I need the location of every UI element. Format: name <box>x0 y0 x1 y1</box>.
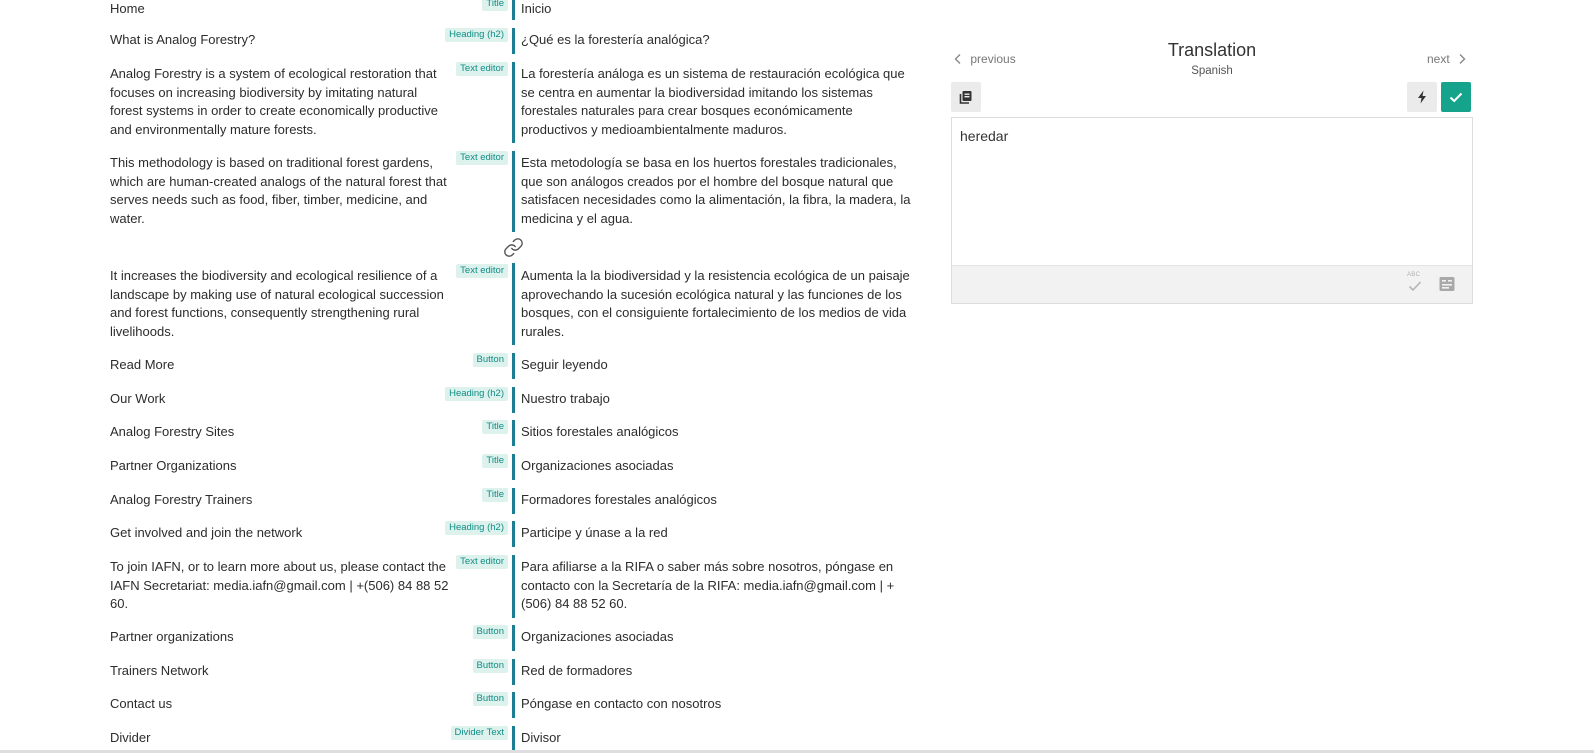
row-indicator <box>512 151 515 232</box>
lightning-icon <box>1414 89 1430 105</box>
translation-editor[interactable] <box>951 117 1473 304</box>
source-text: Analog Forestry Trainers <box>110 492 253 507</box>
translation-row[interactable] <box>0 423 920 443</box>
source-text: Trainers Network <box>110 663 209 678</box>
row-indicator <box>512 353 515 379</box>
translation-row[interactable] <box>0 390 920 410</box>
element-type-badge: Divider Text <box>451 726 508 740</box>
translation-row[interactable] <box>0 0 920 20</box>
element-type-badge: Text editor <box>456 151 508 165</box>
target-text[interactable]: Organizaciones asociadas <box>521 629 674 644</box>
source-text: Our Work <box>110 391 166 406</box>
row-indicator <box>512 625 515 651</box>
element-type-badge: Title <box>482 0 508 11</box>
element-type-badge: Text editor <box>456 62 508 76</box>
row-indicator <box>512 454 515 480</box>
element-type-badge: Button <box>473 659 508 673</box>
previous-label: previous <box>970 52 1016 66</box>
target-text[interactable]: Sitios forestales analógicos <box>521 424 679 439</box>
row-indicator <box>512 521 515 547</box>
element-type-badge: Button <box>473 353 508 367</box>
target-text[interactable]: Para afiliarse a la RIFA o saber más sobre nosotros, póngase en contacto con la Secretaría de la RIFA: media.iafn@gmail.com | +(506) 84 88 52 60. <box>521 559 895 611</box>
spellcheck-icon[interactable] <box>1406 272 1424 294</box>
translation-row[interactable] <box>0 558 920 618</box>
translation-row[interactable] <box>0 154 920 234</box>
copy-source-button[interactable] <box>951 82 981 112</box>
element-type-badge: Text editor <box>456 555 508 569</box>
target-text[interactable]: ¿Qué es la forestería analógica? <box>521 32 710 47</box>
row-indicator <box>512 659 515 685</box>
source-text: What is Analog Forestry? <box>110 32 256 47</box>
element-type-badge: Title <box>482 420 508 434</box>
target-text[interactable]: Participe y únase a la red <box>521 525 668 540</box>
row-indicator <box>512 692 515 718</box>
source-text: Divider <box>110 730 151 745</box>
next-label: next <box>1426 52 1450 66</box>
translation-row[interactable] <box>0 729 920 749</box>
element-type-badge: Button <box>473 692 508 706</box>
source-text: Analog Forestry Sites <box>110 424 235 439</box>
panel-title: Translation <box>1167 40 1257 60</box>
element-type-badge: Heading (h2) <box>445 521 508 535</box>
row-indicator <box>512 263 515 345</box>
element-type-badge: Heading (h2) <box>445 387 508 401</box>
source-text: Read More <box>110 357 175 372</box>
translation-row[interactable] <box>0 695 920 715</box>
translation-row[interactable] <box>0 457 920 477</box>
translation-row[interactable] <box>0 267 920 347</box>
glossary-icon[interactable] <box>1438 275 1456 298</box>
chevron-right-icon <box>1457 53 1467 65</box>
source-text: Analog Forestry is a system of ecological restoration that focuses on increasing biodiversity by imitating natural forest systems in order to create economically productive and environmentally mature forests. <box>110 66 439 137</box>
row-indicator <box>512 387 515 413</box>
spellcheck-label: ABC <box>1407 272 1421 278</box>
source-text: To join IAFN, or to learn more about us, please contact the IAFN Secretariat: media.iafn@gmail.com | +(506) 84 88 52 60. <box>110 559 449 611</box>
target-text[interactable]: Aumenta la la biodiversidad y la resistencia ecológica de un paisaje aprovechando la sucesión ecológica natural y las funciones de los bosques, con el consiguiente fortalecimiento de los medios de vida rurales. <box>521 268 910 339</box>
source-text: Partner organizations <box>110 629 234 644</box>
element-type-badge: Heading (h2) <box>445 28 508 42</box>
target-language: Spanish <box>1191 65 1233 77</box>
editor-toolbar <box>952 265 1472 303</box>
translation-row[interactable] <box>0 524 920 544</box>
copy-source-icon <box>958 89 974 105</box>
check-icon <box>1448 89 1464 105</box>
target-text[interactable]: Esta metodología se basa en los huertos forestales tradicionales, que son análogos creados por el hombre del bosque natural que satisfacen necesidades como la alimentación, la fibra, la madera, la medicina y el agua. <box>521 155 911 226</box>
row-indicator <box>512 62 515 143</box>
source-text: Get involved and join the network <box>110 525 303 540</box>
row-indicator <box>512 0 515 20</box>
source-text: Partner Organizations <box>110 458 237 473</box>
source-text: Home <box>110 1 145 16</box>
target-text[interactable]: Red de formadores <box>521 663 633 678</box>
target-text[interactable]: Inicio <box>521 1 552 16</box>
row-indicator <box>512 488 515 514</box>
confirm-translation-button[interactable] <box>1441 82 1471 112</box>
source-text: Contact us <box>110 696 173 711</box>
translation-row[interactable] <box>0 662 920 682</box>
target-text[interactable]: Formadores forestales analógicos <box>521 492 717 507</box>
target-text[interactable]: La forestería análoga es un sistema de restauración ecológica que se centra en aumentar la biodiversidad imitando los sistemas forestales naturales para crear bosques económicamente productivos y medioambientalmente maduros. <box>521 66 905 137</box>
translation-row[interactable] <box>0 31 920 51</box>
row-indicator <box>512 555 515 618</box>
row-indicator <box>512 726 515 750</box>
element-type-badge: Title <box>482 454 508 468</box>
machine-translate-button[interactable] <box>1407 82 1437 112</box>
source-text: It increases the biodiversity and ecological resilience of a landscape by making use of natural ecological succession and forest functions, consequently strengthening rural livelihoods. <box>110 268 444 339</box>
element-type-badge: Title <box>482 488 508 502</box>
translation-row[interactable] <box>0 491 920 511</box>
row-indicator <box>512 28 515 54</box>
translation-row[interactable] <box>0 356 920 376</box>
next-button[interactable] <box>1427 52 1467 66</box>
target-text[interactable]: Póngase en contacto con nosotros <box>521 696 722 711</box>
target-text[interactable]: Organizaciones asociadas <box>521 458 674 473</box>
link-icon[interactable] <box>503 237 524 258</box>
element-type-badge: Text editor <box>456 264 508 278</box>
translation-row[interactable] <box>0 65 920 145</box>
translation-input[interactable]: heredar <box>960 128 1009 144</box>
source-text: This methodology is based on traditional forest gardens, which are human-created analogs of the natural forest that serves needs such as food, fiber, timber, medicine, and water. <box>110 155 447 226</box>
element-type-badge: Button <box>473 625 508 639</box>
target-text[interactable]: Divisor <box>521 730 561 745</box>
row-indicator <box>512 420 515 446</box>
translation-row[interactable] <box>0 628 920 648</box>
target-text[interactable]: Nuestro trabajo <box>521 391 610 406</box>
target-text[interactable]: Seguir leyendo <box>521 357 608 372</box>
